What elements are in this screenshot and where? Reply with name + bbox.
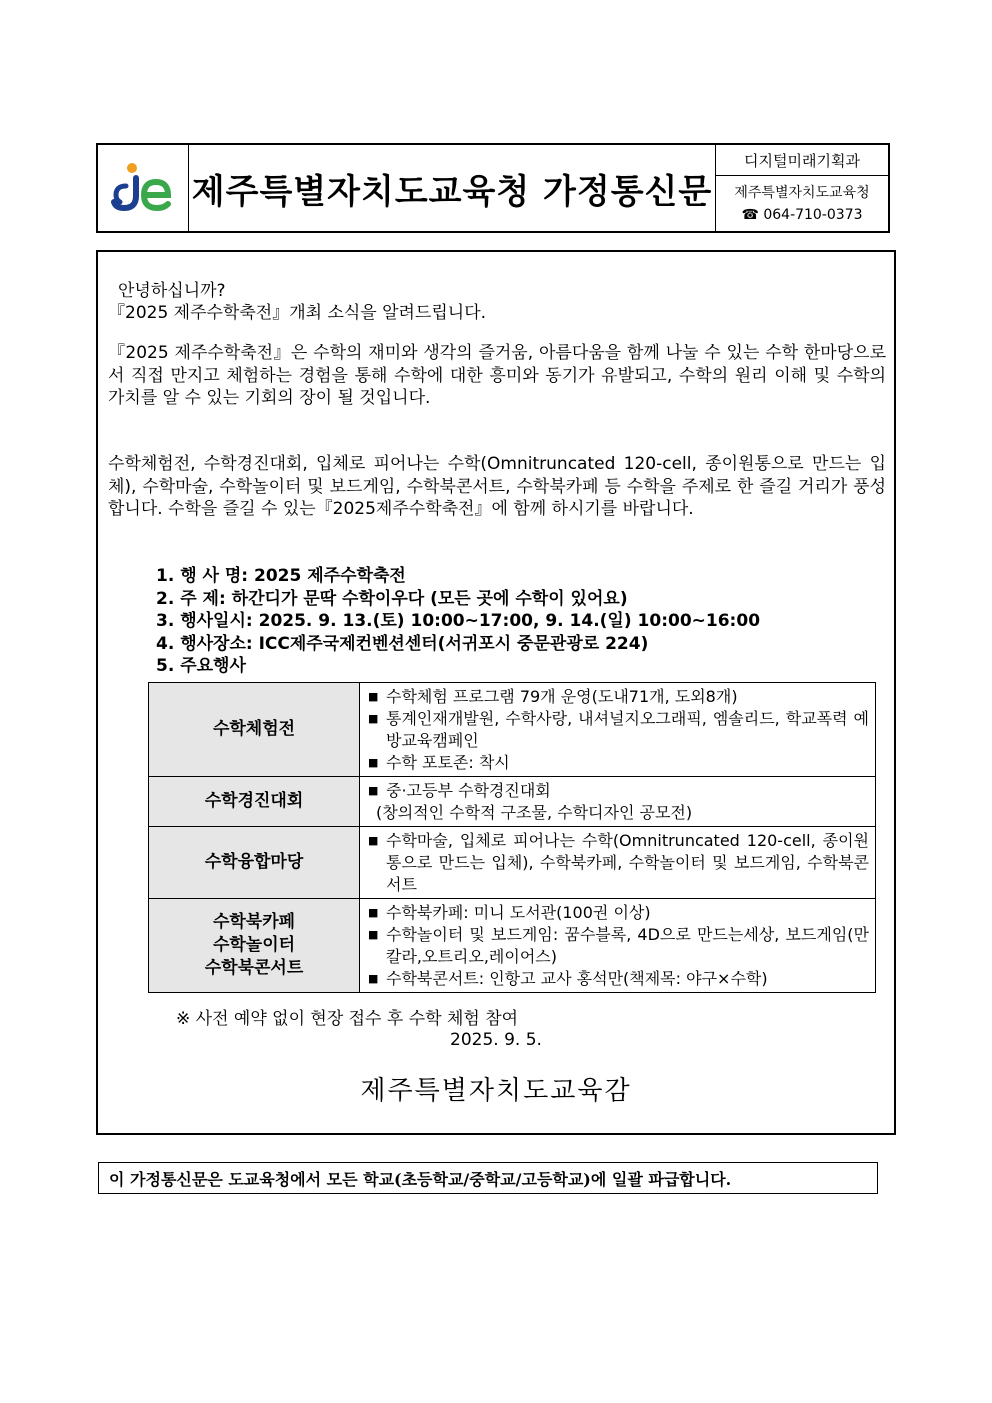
- table-row: [149, 683, 876, 777]
- letterhead: [96, 143, 890, 233]
- list-item: ■ 수학 포토존: 착시: [368, 752, 510, 772]
- logo-cell: [98, 145, 189, 231]
- je-logo-icon: [110, 162, 176, 214]
- signer: 제주특별자치도교육감: [360, 1076, 632, 1106]
- department-label: 디지털미래기획과: [716, 145, 888, 176]
- list-item: ■ 중·고등부 수학경진대회: [368, 780, 551, 800]
- contact-info: [715, 145, 888, 231]
- registration-note: ※ 사전 예약 없이 현장 접수 후 수학 체험 참여: [176, 1009, 519, 1029]
- detail-item: 1. 행 사 명: 2025 제주수학축전: [156, 566, 406, 586]
- bullet-icon: ■: [368, 711, 379, 725]
- list-item: ■ 수학북카페: 미니 도서관(100권 이상): [368, 902, 651, 922]
- intro-line: 『2025 제주수학축전』개최 소식을 알려드립니다.: [108, 303, 487, 323]
- bullet-icon: ■: [368, 783, 379, 797]
- event-label: 수학북카페 수학놀이터 수학북콘서트: [149, 899, 360, 993]
- office-label: 제주특별자치도교육청: [734, 184, 870, 201]
- office-info: [716, 176, 888, 231]
- paragraph-1: 『2025 제주수학축전』은 수학의 재미와 생각의 즐거움, 아름다움을 함께 나눌 수 있는 수학 한마당으로서 직접 만지고 체험하는 경험을 통해 수학에 대한 흥미와 동기가 유발되고, 수학의 원리 이해 및 수학의 가치를 알 수 있는 기회의 장이 될 것입니다.: [108, 343, 886, 408]
- list-item-extra: (창의적인 수학적 구조물, 수학디자인 공모전): [376, 802, 693, 822]
- paragraph-2: 수학체험전, 수학경진대회, 입체로 피어나는 수학(Omnitruncated 120-cell, 종이원통으로 만드는 입체), 수학마술, 수학놀이터 및 보드게임, 수학북콘서트, 수학북카페 등 수학을 주제로 한 즐길 거리가 풍성합니다. 수학을 즐길 수 있는『2025제주수학축전』에 함께 하시기를 바랍니다.: [108, 454, 886, 519]
- event-label: 수학경진대회: [149, 777, 360, 827]
- list-item: ■ 수학마술, 입체로 피어나는 수학(Omnitruncated 120-cell, 종이원통으로 만드는 입체), 수학북카페, 수학놀이터 및 보드게임, 수학북콘서트: [368, 830, 869, 894]
- bullet-icon: ■: [368, 833, 379, 847]
- bullet-icon: ■: [368, 689, 379, 703]
- issue-date: 2025. 9. 5.: [450, 1030, 542, 1050]
- bullet-icon: ■: [368, 905, 379, 919]
- event-details-list: [156, 565, 760, 678]
- event-label: 수학체험전: [149, 683, 360, 777]
- detail-item: 4. 행사장소: ICC제주국제컨벤션센터(서귀포시 중문관광로 224): [156, 633, 649, 654]
- greeting: 안녕하십니까?: [118, 281, 226, 301]
- table-row: [149, 777, 876, 827]
- detail-item: 3. 행사일시: 2025. 9. 13.(토) 10:00~17:00, 9. 14.(일) 10:00~16:00: [156, 611, 761, 631]
- distribution-footer: 이 가정통신문은 도교육청에서 모든 학교(초등학교/중학교/고등학교)에 일괄 파급합니다.: [98, 1162, 878, 1194]
- list-item: ■ 수학체험 프로그램 79개 운영(도내71개, 도외8개): [368, 686, 738, 706]
- detail-item: 2. 주 제: 하간디가 문딱 수학이우다 (모든 곳에 수학이 있어요): [156, 588, 628, 609]
- event-label: 수학융합마당: [149, 827, 360, 899]
- list-item: ■ 수학북콘서트: 인항고 교사 홍석만(책제목: 야구×수학): [368, 968, 768, 988]
- events-table: [148, 682, 876, 993]
- page-title: 제주특별자치도교육청 가정통신문: [191, 171, 713, 212]
- table-row: [149, 899, 876, 993]
- bullet-icon: ■: [368, 927, 379, 941]
- letter-body: [96, 250, 896, 1135]
- list-item: ■ 통계인재개발원, 수학사랑, 내셔널지오그래픽, 엠솔리드, 학교폭력 예방교육캠페인: [368, 708, 869, 750]
- phone-number: ☎ 064-710-0373: [741, 206, 863, 223]
- bullet-icon: ■: [368, 971, 379, 985]
- detail-item: 5. 주요행사: [156, 656, 246, 676]
- list-item: ■ 수학놀이터 및 보드게임: 꿈수블록, 4D으로 만드는세상, 보드게임(만칼라,오트리오,레이어스): [368, 924, 869, 966]
- table-row: [149, 827, 876, 899]
- bullet-icon: ■: [368, 755, 379, 769]
